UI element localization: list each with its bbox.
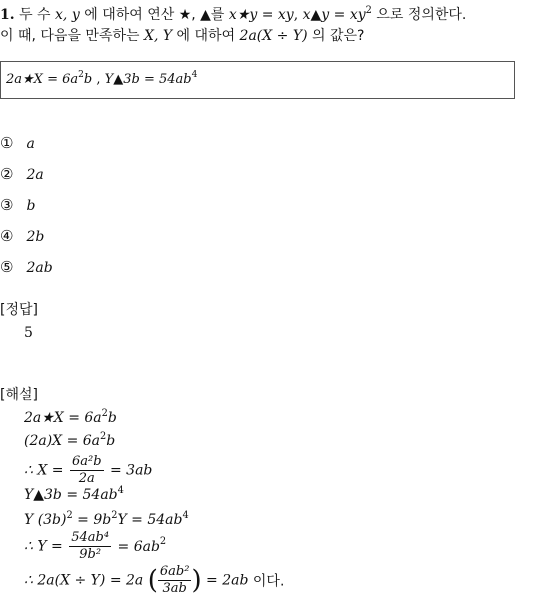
question-text-b: 에 대하여 연산 ★, ▲를 [84,7,225,23]
definition-star: x★y = xy [228,7,294,23]
question-text-f: 의 값은? [312,28,365,44]
fraction-x: $\frac{\text{6a²b}}{2a}$ [71,454,102,486]
question-line-2 [0,25,364,45]
choice-3[interactable] [0,196,35,214]
choice-1-value: a [26,136,35,152]
choice-2-value: 2a [26,167,44,183]
fraction-ratio: $\frac{\text{6ab²}}{3ab}$ [159,564,190,596]
question-line-1: 1. 두 수 x, y 에 대하여 연산 ★, ▲를 x★y = xy, x▲y = $xy^2$ 으로 정의한다. [0,4,467,23]
explanation-label: [해설] [0,387,38,403]
choice-2-mark: ② [0,165,14,183]
question-vars-xy: X, Y [143,28,173,44]
question-text-d: 이 때, 다음을 만족하는 [0,28,140,44]
condition-box [0,61,515,99]
choice-3-value: b [26,198,36,214]
question-text-c: 으로 정의한다. [376,7,467,23]
explanation-line-1: 2a★X = $6a^2b$ [24,407,117,426]
fraction-y: $\frac{\text{54ab⁴}}{\text{9b²}}$ [71,530,110,562]
question-text-a: 두 수 [19,7,51,23]
choice-3-mark: ③ [0,196,14,214]
explanation-line-2: $(2a)X = 6a^2b$ [24,430,116,449]
question-number: 1. [0,7,15,23]
explanation-line-5: Y $(3b)^2 = 9b^2Y = 54ab^4$ [24,509,189,528]
choice-5-mark: ⑤ [0,258,14,276]
choice-5[interactable] [0,258,53,276]
choice-4-value: 2b [26,229,45,245]
question-expression: 2a(X ÷ Y) [239,28,308,44]
choice-1-mark: ① [0,134,14,152]
choice-1[interactable] [0,134,35,152]
explanation-line-4: Y▲3b = $54ab^4$ [24,484,124,503]
choice-2[interactable] [0,165,44,183]
condition-text: 2a★X = $6a^2b$ , Y▲3b = $54ab^4$ [6,70,198,87]
answer-label: [정답] [0,302,38,318]
explanation-line-6: ∴ Y = $\frac{\text{54ab⁴}}{\text{9b²}}$ = $6ab^2$ [24,530,167,562]
choice-5-value: 2ab [26,260,53,276]
answer-value: 5 [24,325,33,341]
question-var-x: x, [55,7,68,23]
explanation-line-3: ∴ X = $\frac{\text{6a²b}}{2a}$ = 3ab [24,454,153,486]
question-var-y: y [71,7,80,23]
question-text-e: 에 대하여 [176,28,236,44]
definition-triangle: x▲y = $xy^2$ [302,4,372,23]
explanation-line-7: ∴ 2a(X ÷ Y) = 2a ( $\frac{\text{6ab²}}{3ab}$ ) = 2ab 이다. [24,564,285,596]
choice-4[interactable] [0,227,44,245]
choice-4-mark: ④ [0,227,14,245]
